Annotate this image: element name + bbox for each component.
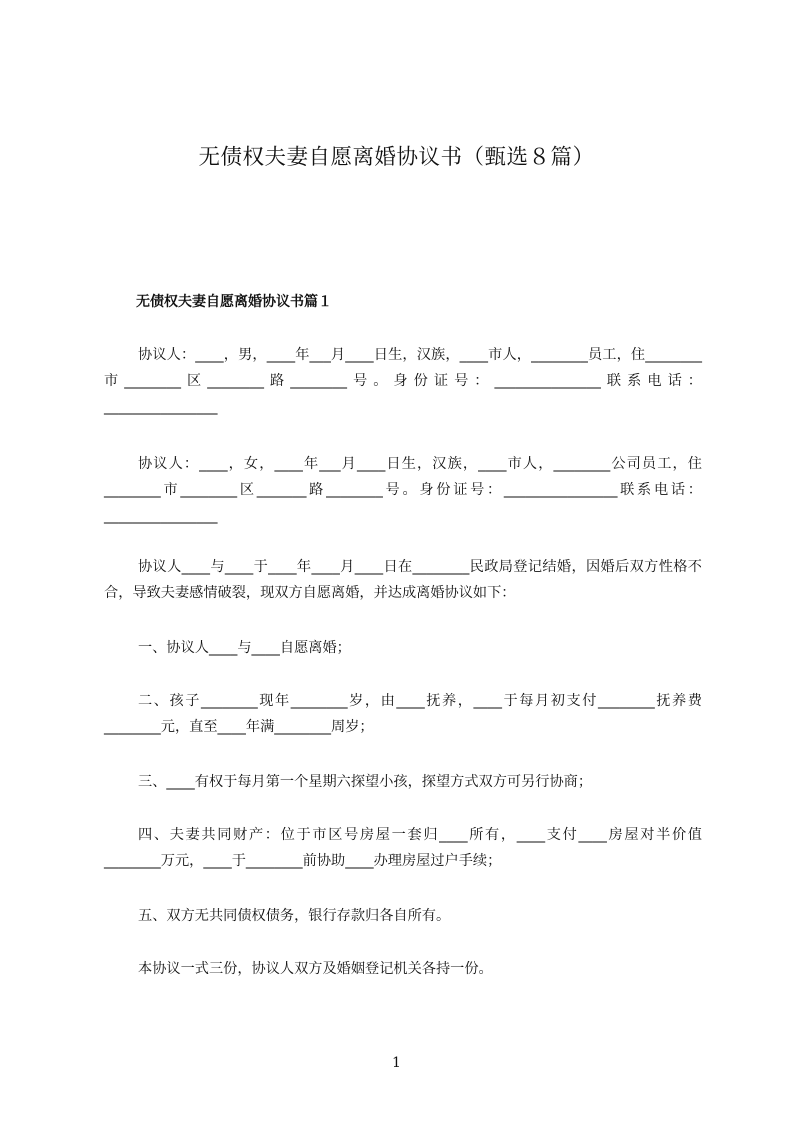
document-title: 无债权夫妻自愿离婚协议书（甄选８篇） (198, 145, 595, 170)
clause-1: 一、协议人____与____自愿离婚； (138, 640, 351, 656)
party-two-paragraph: 协议人：____，女，____年___月____日生，汉族，____市人，________公司员工，住________市________区_______路________号。身份证号：________________联系电话：________________ (104, 456, 702, 524)
section-heading: 无债权夫妻自愿离婚协议书篇１ (136, 294, 332, 310)
clause-3: 三、____有权于每月第一个星期六探望小孩，探望方式双方可另行协商； (138, 774, 593, 790)
party-one-paragraph: 协议人：____，男，____年___月____日生，汉族，____市人，________员工，住________市________区________路________号。身份证号：_______________联系电话：________________ (104, 347, 702, 415)
page-number: 1 (392, 1055, 401, 1071)
clause-5: 五、双方无共同债权债务，银行存款归各自所有。 (138, 908, 451, 924)
marriage-info-paragraph: 协议人____与____于____年____月____日在________民政局登记结婚，因婚后双方性格不合，导致夫妻感情破裂，现双方自愿离婚，并达成离婚协议如下： (104, 559, 702, 601)
clause-4: 四、夫妻共同财产：位于市区号房屋一套归____所有，____支付____房屋对半价值________万元，____于________前协助____办理房屋过户手续； (104, 827, 702, 869)
clause-2: 二、孩子________现年________岁，由____抚养，____于每月初支付________抚养费________元，直至____年满________周岁； (104, 693, 702, 735)
closing-paragraph: 本协议一式三份，协议人双方及婚姻登记机关各持一份。 (138, 961, 493, 977)
